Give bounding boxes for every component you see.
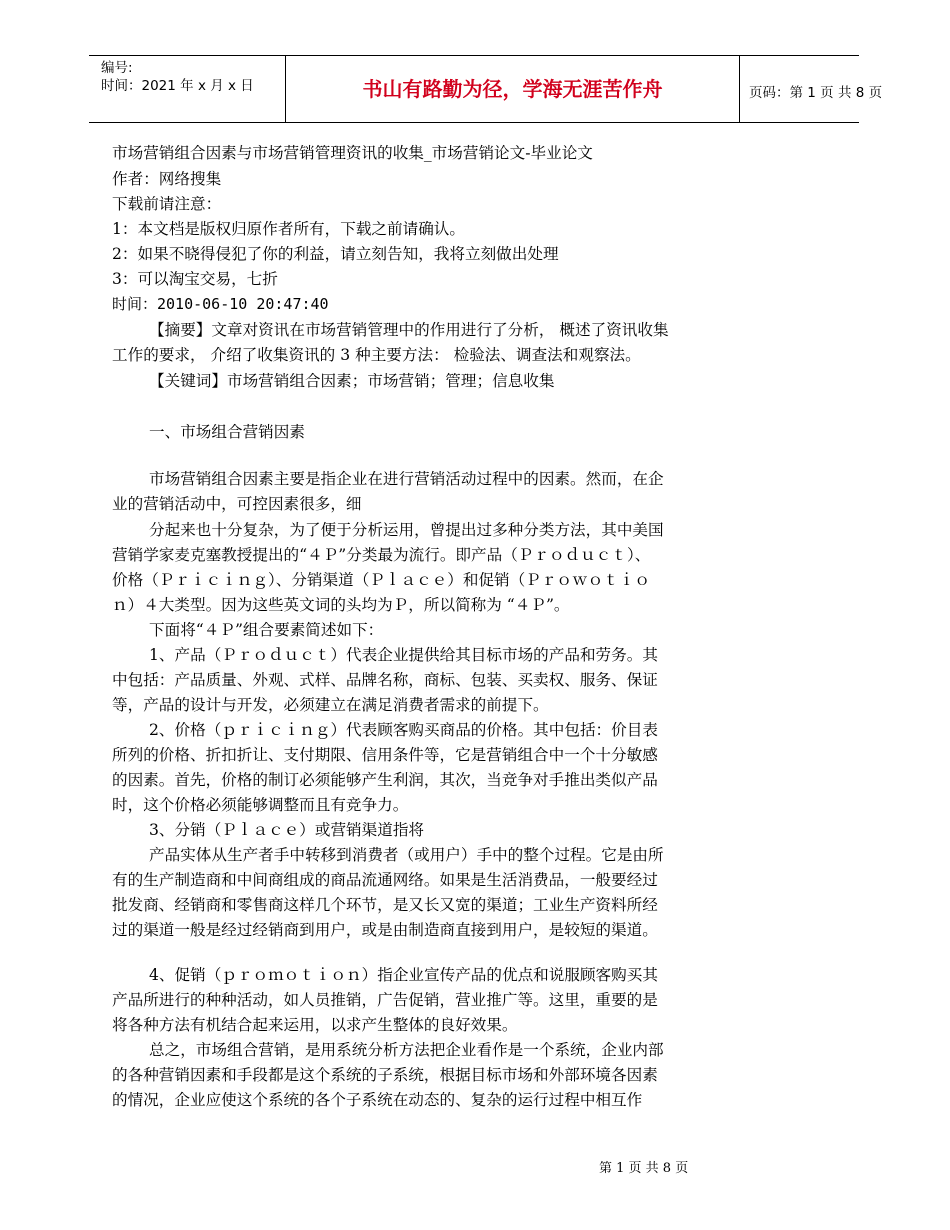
paragraph-line: 所列的价格、折扣折让、支付期限、信用条件等，它是营销组合中一个十分敏感 (112, 746, 658, 764)
paragraph-line: 2、价格（ｐｒｉｃｉｎｇ）代表顾客购买商品的价格。其中包括：价目表 (149, 721, 658, 739)
paragraph-line: 分起来也十分复杂，为了便于分析运用，曾提出过多种分类方法，其中美国 (149, 521, 664, 539)
paragraph-line: 等，产品的设计与开发，必须建立在满足消费者需求的前提下。 (112, 696, 549, 714)
footer-page-number: 第 1 页 共 8 页 (599, 1161, 689, 1176)
header-page-cell (740, 56, 883, 122)
paragraph-line: 业的营销活动中，可控因素很多，细 (112, 495, 362, 513)
paragraph-line: ｎ）４大类型。因为这些英文词的头均为Ｐ，所以简称为 “４Ｐ”。 (112, 596, 570, 614)
notice-item-3: 3：可以淘宝交易，七折 (112, 270, 278, 288)
paragraph-line: 将各种方法有机结合起来运用，以求产生整体的良好效果。 (112, 1016, 518, 1034)
paragraph-line: 批发商、经销商和零售商这样几个环节，是又长又宽的渠道；工业生产资料所经 (112, 896, 658, 914)
notice-item-1: 1：本文档是版权归原作者所有，下载之前请确认。 (112, 220, 465, 238)
paragraph-line: 总之，市场组合营销，是用系统分析方法把企业看作是一个系统，企业内部 (149, 1041, 664, 1059)
paragraph-line: 价格（Ｐｒｉｃｉｎｇ）、分销渠道（Ｐｌａｃｅ）和促销（Ｐｒｏｗｏｔｉｏ (112, 571, 650, 589)
abstract-line-1: 【摘要】文章对资讯在市场营销管理中的作用进行了分析， 概述了资讯收集 (149, 321, 669, 339)
doc-author: 作者：网络搜集 (112, 170, 222, 188)
header-motto: 书山有路勤为径，学海无涯苦作舟 (362, 77, 663, 101)
paragraph-line: 有的生产制造商和中间商组成的商品流通网络。如果是生活消费品，一般要经过 (112, 871, 658, 889)
paragraph-line: 1、产品（Ｐｒｏｄｕｃｔ）代表企业提供给其目标市场的产品和劳务。其 (149, 646, 658, 664)
paragraph-line: 营销学家麦克塞教授提出的“４Ｐ”分类最为流行。即产品（Ｐｒｏｄｕｃｔ）、 (112, 546, 651, 564)
document-number-label: 编号: (101, 60, 133, 76)
paragraph-line: 产品实体从生产者手中转移到消费者（或用户）手中的整个过程。它是由所 (149, 846, 664, 864)
paragraph-line: 中包括：产品质量、外观、式样、品牌名称，商标、包装、买卖权、服务、保证 (112, 671, 658, 689)
paragraph-line: 产品所进行的种种活动，如人员推销，广告促销，营业推广等。这里，重要的是 (112, 991, 658, 1009)
paragraph-line: 时，这个价格必须能够调整而且有竞争力。 (112, 796, 409, 814)
header-motto-cell (286, 56, 740, 122)
section-heading-1: 一、市场组合营销因素 (149, 423, 305, 441)
paragraph-line: 3、分销（Ｐｌａｃｅ）或营销渠道指将 (149, 821, 425, 839)
header-page-number: 页码：第 1 页 共 8 页 (749, 85, 883, 101)
doc-title: 市场营销组合因素与市场营销管理资讯的收集_市场营销论文-毕业论文 (112, 144, 593, 162)
paragraph-line: 的各种营销因素和手段都是这个系统的子系统，根据目标市场和外部环境各因素 (112, 1066, 658, 1084)
notice-item-2: 2：如果不晓得侵犯了你的利益，请立刻告知，我将立刻做出处理 (112, 245, 559, 263)
header-meta-cell (89, 56, 286, 122)
notice-title: 下载前请注意： (112, 195, 222, 213)
paragraph-line: 下面将“４Ｐ”组合要素简述如下： (149, 621, 384, 639)
paragraph-line: 4、促销（ｐｒｏｍｏｔｉｏｎ）指企业宣传产品的优点和说服顾客购买其 (149, 966, 658, 984)
keywords-line: 【关键词】市场营销组合因素；市场营销；管理；信息收集 (149, 372, 555, 390)
document-header (89, 55, 883, 123)
doc-time: 时间：2010-06-10 20:47:40 (112, 295, 329, 313)
document-time-label: 时间：2021 年 x 月 x 日 (101, 78, 254, 94)
paragraph-line: 的因素。首先，价格的制订必须能够产生利润，其次，当竞争对手推出类似产品 (112, 771, 658, 789)
paragraph-line: 市场营销组合因素主要是指企业在进行营销活动过程中的因素。然而，在企 (149, 470, 664, 488)
paragraph-line: 过的渠道一般是经过经销商到用户，或是由制造商直接到用户，是较短的渠道。 (112, 921, 658, 939)
paragraph-line: 的情况，企业应使这个系统的各个子系统在动态的、复杂的运行过程中相互作 (112, 1091, 643, 1109)
abstract-line-2: 工作的要求， 介绍了收集资讯的 3 种主要方法： 检验法、调查法和观察法。 (112, 346, 641, 364)
